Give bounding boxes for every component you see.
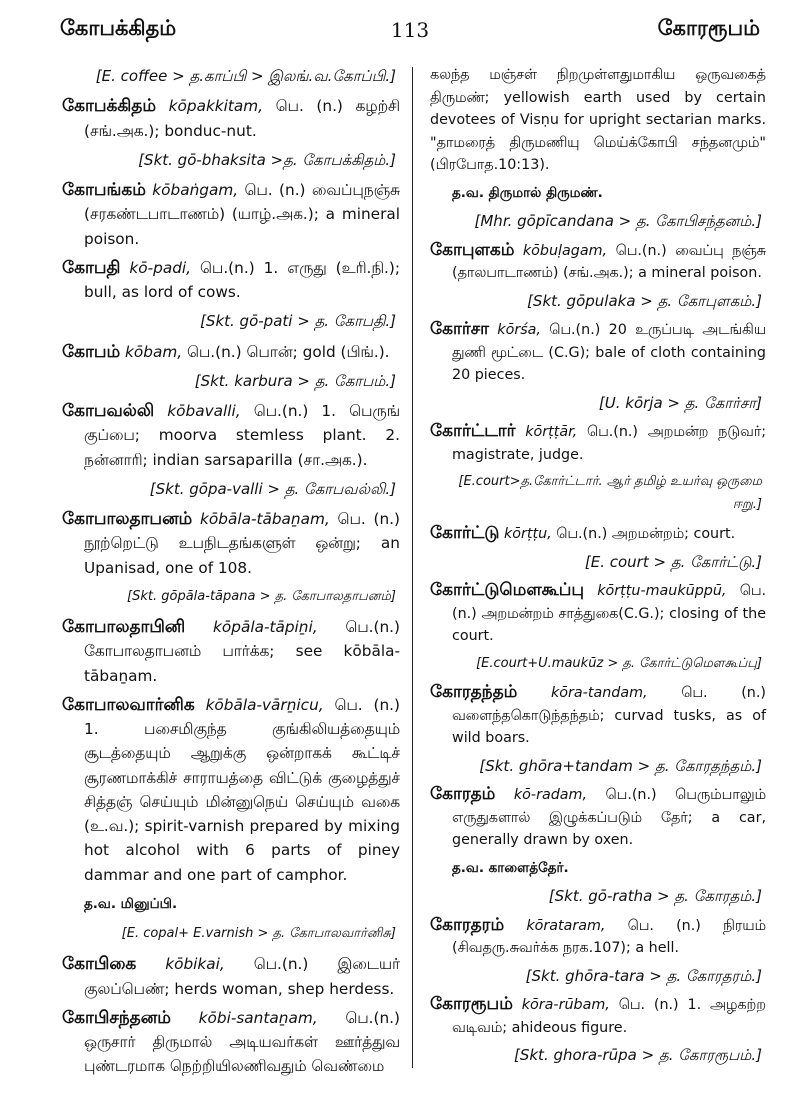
etymology: [Mhr. gōpīcandana > த. கோபிசந்தனம்.] [474, 212, 762, 230]
dictionary-entry [62, 340, 400, 364]
headword: கோபக்கிதம் [62, 96, 157, 117]
etymology: [E. coffee > த.காப்பி > இலங்.வ.கோப்பி.] [95, 67, 396, 85]
definition: பெ.(n.) கோபாலதாபனம் பார்க்க; see kōbāla-tābaṉam. [84, 618, 400, 685]
running-head-left: கோபக்கிதம் [60, 16, 177, 40]
transliteration: kōbāla-vārṉicu, [205, 695, 324, 714]
headword: கோபம் [62, 341, 121, 362]
definition: பெ. (n.) 1. பசைமிகுந்த குங்கிலியத்தையும் சூடத்தையும் ஆறுக்கு ஒன்றாகக் கூட்டிச் சூரணமாக்கிச் சாராயத்தை விட்டுக் குழைத்துச் சித்தஞ் செய்யும் மின்னுநெய் செய்யும் வகை (உ.வ.); spirit-varnish prepared by mixing hot alcohol with 6 parts of piney dammar and one part of camphor. [84, 695, 400, 884]
headword: கோரதந்தம் [430, 682, 518, 702]
transliteration: kōbam, [125, 342, 183, 361]
headword: கோபாலதாபனம் [62, 509, 193, 529]
dictionary-entry [430, 783, 766, 852]
dictionary-entry [430, 420, 766, 466]
dictionary-entry [62, 178, 400, 251]
headword: கோபதி [62, 257, 121, 278]
transliteration: kōrśa, [497, 322, 541, 338]
dictionary-entry [430, 579, 766, 648]
transliteration: kōpakkitam, [168, 97, 264, 116]
definition: பெ. (n.) வைப்புநஞ்சு (சரகண்டபாடாணம்) (யாழ்.அக.); a mineral poison. [84, 181, 400, 248]
headword: கோர்சா [430, 319, 490, 339]
definition: பெ.(n.) 1. எருது (உரி.நி.); bull, as lord of cows. [84, 258, 400, 301]
definition: பெ.(n.) அறமன்றம்; court. [556, 526, 736, 542]
etymology: [Skt. gōpulaka > த. கோபுளகம்.] [527, 291, 762, 310]
transliteration: kōrataram, [526, 917, 606, 934]
transliteration: kōrṭṭu-maukūppū, [597, 583, 727, 599]
definition: பெ.(n.) வைப்பு நஞ்சு (தாலபாடாணம்) (சங்.அக.); a mineral poison. [452, 242, 767, 281]
definition: பெ.(n.) 1. பெருங் குப்பை; moorva stemless plant. 2. நன்னாரி; indian sarsaparilla (சா.அக.). [84, 402, 400, 469]
dictionary-entry [62, 256, 400, 305]
page-number: 113 [390, 18, 430, 42]
etymology: [Skt. ghōra+tandam > த. கோரதந்தம்.] [479, 756, 762, 775]
definition: பெ.(n.) ஒருசார் திருமால் அடியவர்கள் ஊர்த்துவ புண்டரமாக நெற்றியிலணிவதும் வெண்மை [84, 1008, 400, 1076]
transliteration: kō-padi, [129, 258, 192, 277]
definition: பெ.(n.) 20 உருப்படி அடங்கிய துணி மூட்டை (C.G); bale of cloth containing 20 pieces. [452, 322, 766, 383]
left-column [62, 64, 400, 1084]
dictionary-entry [62, 615, 400, 688]
definition: பெ.(n.) அறமன்றம் சாத்துகை(C.G.); closing of the court. [452, 583, 767, 644]
etymology: [Skt. ghora-rūpa > த. கோரரூபம்.] [514, 1046, 762, 1064]
dictionary-entry [62, 1006, 400, 1079]
dictionary-entry [430, 993, 766, 1039]
transliteration: kōbāla-tābaṉam, [200, 510, 330, 528]
headword: கோர்ட்டு [430, 523, 500, 543]
definition: பெ. (n.) நிரயம் (சிவதரு.சுவர்க்க நரக.107); a hell. [452, 917, 766, 956]
headword: கோபுளகம் [430, 239, 515, 260]
etymology: [Skt. gō-ratha > த. கோரதம்.] [548, 887, 762, 905]
continued-definition: கலந்த மஞ்சள் நிறமுள்ளதுமாகிய ஒருவகைத் திருமண்; yellowish earth used by certain devotees of Visṇu for upright sectarian marks. "தாமரைத் திருமணியு மெய்க்கோபி சந்தனமும்" (பிரபோத.10:13). [430, 67, 766, 173]
etymology: [Skt. gō-pati > த. கோபதி.] [200, 312, 396, 331]
headword: கோபிசந்தனம் [62, 1007, 171, 1028]
definition: பெ.(n.) பெரும்பாலும் எருதுகளால் இழுக்கப்படும் தேர்; a car, generally drawn by oxen. [452, 787, 766, 848]
etymology: [E.court+U.maukūz > த. கோர்ட்டுமௌகூப்பு] [476, 655, 762, 671]
transliteration: kōbaṅgam, [152, 181, 239, 199]
headword: கோர்ட்டார் [430, 421, 516, 441]
etymology: [Skt. gōpa-valli > த. கோபவல்லி.] [149, 479, 396, 498]
transliteration: kōra-rūbam, [521, 997, 610, 1013]
dictionary-entry [62, 399, 400, 472]
headword: கோர்ட்டுமௌகூப்பு [430, 580, 585, 600]
transliteration: kōbuḷagam, [522, 242, 608, 259]
transliteration: kōbikai, [165, 955, 225, 974]
etymology: [Skt. ghōra-tara > த. கோரதரம்.] [525, 966, 762, 985]
dictionary-entry [430, 522, 766, 546]
usage-note: த.வ. மினுப்பி. [84, 895, 178, 912]
transliteration: kōpāla-tāpiṉi, [213, 618, 318, 636]
dictionary-entry [62, 94, 400, 143]
definition: பெ. (n.) கழற்சி (சங்.அக.); bonduc-nut. [84, 97, 400, 140]
dictionary-entry [62, 952, 400, 1001]
definition: பெ.(n.) அறமன்ற நடுவர்; magistrate, judge. [452, 424, 767, 463]
usage-note: த.வ. திருமால் திருமண். [452, 184, 603, 201]
headword: கோபிகை [62, 954, 137, 975]
etymology: [E. court > த. கோர்ட்டு.] [584, 552, 762, 571]
dictionary-entry [62, 693, 400, 887]
usage-note: த.வ. காளைத்தேர். [452, 859, 569, 876]
definition: பெ.(n.) பொன்; gold (பிங்.). [186, 342, 390, 361]
headword: கோபாலவார்னிக [62, 694, 195, 715]
definition: பெ. (n.) 1. அழகற்ற வடிவம்; ahideous figure. [452, 997, 767, 1036]
dictionary-entry [430, 318, 766, 387]
transliteration: kōra-tandam, [551, 685, 648, 701]
column-divider [412, 67, 413, 1068]
dictionary-entry [62, 507, 400, 580]
definition: பெ. (n.) நூற்றெட்டு உபநிடதங்களுள் ஒன்று; an Upanisad, one of 108. [84, 510, 400, 577]
running-head-right: கோரரூபம் [657, 16, 760, 40]
headword: கோபவல்லி [62, 401, 155, 421]
dictionary-entry [430, 914, 766, 960]
etymology: [E. copal+ E.varnish > த. கோபாலவார்னிசு] [121, 926, 396, 941]
transliteration: kō-radam, [513, 787, 588, 803]
transliteration: kōrṭṭu, [503, 526, 552, 542]
transliteration: kōbi-santaṉam, [198, 1008, 318, 1027]
headword: கோரதரம் [430, 914, 505, 935]
headword: கோபங்கம் [62, 180, 146, 200]
dictionary-entry [430, 681, 766, 750]
etymology: [Skt. karbura > த. கோபம்.] [194, 371, 396, 390]
definition: பெ. (n.) வளைந்தகொடுந்தந்தம்; curvad tusks, as of wild boars. [452, 685, 766, 746]
etymology: [Skt. gōpāla-tāpana > த. கோபாலதாபனம்] [127, 588, 396, 604]
headword: கோபாலதாபினி [62, 617, 186, 637]
etymology: [U. kōrja > த. கோர்சா] [598, 393, 762, 412]
transliteration: kōbavalli, [167, 402, 241, 420]
dictionary-entry [430, 239, 766, 285]
definition: பெ.(n.) இடையர் குலப்பெண்; herds woman, shep herdess. [84, 955, 400, 998]
headword: கோரரூபம் [430, 994, 513, 1014]
transliteration: kōrṭṭār, [525, 424, 578, 440]
headword: கோரதம் [430, 784, 496, 804]
etymology: [Skt. gō-bhaksita >த. கோபக்கிதம்.] [138, 150, 396, 169]
right-column [430, 64, 766, 1073]
page-header [60, 12, 760, 52]
etymology: [E.court>த.கோர்ட்டார். ஆர் தமிழ் உயர்வு ஒருமை ஈறு.] [458, 474, 762, 512]
